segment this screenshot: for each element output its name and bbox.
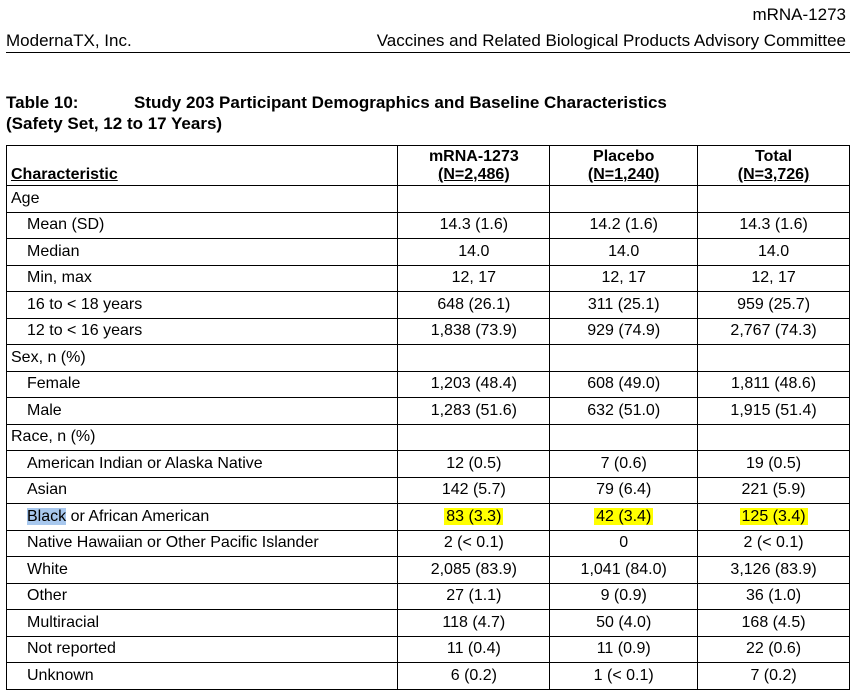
table-row xyxy=(7,663,850,690)
cell-total: 1,915 (51.4) xyxy=(698,398,850,425)
cell-placebo: 9 (0.9) xyxy=(550,583,698,610)
cell-placebo: 7 (0.6) xyxy=(550,451,698,478)
demographics-table xyxy=(6,145,850,690)
cell-mrna xyxy=(398,504,550,531)
row-label: White xyxy=(7,557,398,584)
cell-total: 14.0 xyxy=(698,239,850,266)
selected-text: Black xyxy=(27,507,67,525)
cell-total xyxy=(698,186,850,213)
cell-mrna: 648 (26.1) xyxy=(398,292,550,319)
row-label: Mean (SD) xyxy=(7,212,398,239)
table-row xyxy=(7,477,850,504)
cell-total: 1,811 (48.6) xyxy=(698,371,850,398)
header-company: ModernaTX, Inc. xyxy=(6,31,132,50)
table-title xyxy=(6,92,667,134)
cell-total xyxy=(698,345,850,372)
column-header-characteristic: Characteristic xyxy=(7,146,398,186)
cell-mrna: 1,203 (48.4) xyxy=(398,371,550,398)
row-label: Asian xyxy=(7,477,398,504)
section-label: Race, n (%) xyxy=(7,424,398,451)
row-label: 16 to < 18 years xyxy=(7,292,398,319)
cell-placebo: 0 xyxy=(550,530,698,557)
cell-mrna: 118 (4.7) xyxy=(398,610,550,637)
cell-total xyxy=(698,504,850,531)
section-label: Sex, n (%) xyxy=(7,345,398,372)
cell-total: 221 (5.9) xyxy=(698,477,850,504)
cell-total: 3,126 (83.9) xyxy=(698,557,850,584)
table-row xyxy=(7,451,850,478)
cell-total: 12, 17 xyxy=(698,265,850,292)
table-row xyxy=(7,583,850,610)
column-header-placebo-n: (N=1,240) xyxy=(587,166,660,183)
cell-total: 168 (4.5) xyxy=(698,610,850,637)
cell-placebo: 1,041 (84.0) xyxy=(550,557,698,584)
highlighted-value: 125 (3.4) xyxy=(741,507,806,525)
cell-total: 19 (0.5) xyxy=(698,451,850,478)
highlighted-value: 83 (3.3) xyxy=(446,507,502,525)
table-row xyxy=(7,239,850,266)
row-label: Black or African American xyxy=(7,504,398,531)
cell-total: 959 (25.7) xyxy=(698,292,850,319)
column-header-mrna-n: (N=2,486) xyxy=(438,166,510,183)
cell-placebo: 1 (< 0.1) xyxy=(550,663,698,690)
cell-total: 2 (< 0.1) xyxy=(698,530,850,557)
cell-mrna: 1,283 (51.6) xyxy=(398,398,550,425)
cell-mrna: 1,838 (73.9) xyxy=(398,318,550,345)
table-row xyxy=(7,398,850,425)
row-label: Multiracial xyxy=(7,610,398,637)
table-row xyxy=(7,530,850,557)
row-label: Other xyxy=(7,583,398,610)
header-rule xyxy=(6,52,850,53)
cell-mrna: 2 (< 0.1) xyxy=(398,530,550,557)
cell-mrna: 14.0 xyxy=(398,239,550,266)
column-header-total-n: (N=3,726) xyxy=(737,166,810,183)
cell-mrna: 14.3 (1.6) xyxy=(398,212,550,239)
cell-mrna: 12, 17 xyxy=(398,265,550,292)
section-row xyxy=(7,186,850,213)
cell-mrna xyxy=(398,345,550,372)
cell-mrna: 2,085 (83.9) xyxy=(398,557,550,584)
cell-placebo xyxy=(550,186,698,213)
cell-placebo xyxy=(550,504,698,531)
row-label: Native Hawaiian or Other Pacific Islander xyxy=(7,530,398,557)
cell-mrna: 11 (0.4) xyxy=(398,636,550,663)
row-label: Not reported xyxy=(7,636,398,663)
table-title-line2: (Safety Set, 12 to 17 Years) xyxy=(6,114,223,133)
row-label: Min, max xyxy=(7,265,398,292)
table-header-row xyxy=(7,146,850,186)
column-header-mrna-name: mRNA-1273 xyxy=(428,148,519,165)
table-row xyxy=(7,318,850,345)
cell-total: 14.3 (1.6) xyxy=(698,212,850,239)
cell-mrna: 142 (5.7) xyxy=(398,477,550,504)
cell-mrna xyxy=(398,186,550,213)
highlighted-value: 42 (3.4) xyxy=(596,507,652,525)
column-header-placebo-name: Placebo xyxy=(593,148,655,165)
table-row xyxy=(7,371,850,398)
cell-total: 22 (0.6) xyxy=(698,636,850,663)
cell-mrna: 12 (0.5) xyxy=(398,451,550,478)
cell-placebo: 929 (74.9) xyxy=(550,318,698,345)
cell-placebo: 632 (51.0) xyxy=(550,398,698,425)
header-committee: Vaccines and Related Biological Products Advisory Committee xyxy=(376,31,846,50)
cell-total: 7 (0.2) xyxy=(698,663,850,690)
cell-placebo: 608 (49.0) xyxy=(550,371,698,398)
section-label: Age xyxy=(7,186,398,213)
table-row xyxy=(7,504,850,531)
table-row xyxy=(7,636,850,663)
table-title-line1 xyxy=(6,92,667,113)
table-row xyxy=(7,292,850,319)
table-row xyxy=(7,557,850,584)
column-header-mrna xyxy=(398,146,550,186)
cell-mrna: 27 (1.1) xyxy=(398,583,550,610)
cell-total: 2,767 (74.3) xyxy=(698,318,850,345)
cell-placebo xyxy=(550,424,698,451)
table-body xyxy=(7,186,850,690)
row-label: American Indian or Alaska Native xyxy=(7,451,398,478)
column-header-placebo xyxy=(550,146,698,186)
row-label: Female xyxy=(7,371,398,398)
row-label: Unknown xyxy=(7,663,398,690)
column-header-total xyxy=(698,146,850,186)
row-label: Median xyxy=(7,239,398,266)
cell-placebo: 79 (6.4) xyxy=(550,477,698,504)
column-header-total-name: Total xyxy=(755,148,793,165)
table-number: Table 10: xyxy=(6,93,79,112)
cell-mrna: 6 (0.2) xyxy=(398,663,550,690)
table-row xyxy=(7,212,850,239)
cell-placebo: 311 (25.1) xyxy=(550,292,698,319)
cell-total: 36 (1.0) xyxy=(698,583,850,610)
table-title-text: Study 203 Participant Demographics and Baseline Characteristics xyxy=(134,93,667,112)
cell-placebo: 12, 17 xyxy=(550,265,698,292)
row-label: 12 to < 16 years xyxy=(7,318,398,345)
cell-mrna xyxy=(398,424,550,451)
row-label: Male xyxy=(7,398,398,425)
cell-total xyxy=(698,424,850,451)
cell-placebo: 14.2 (1.6) xyxy=(550,212,698,239)
header-product: mRNA-1273 xyxy=(752,5,846,24)
table-row xyxy=(7,610,850,637)
section-row xyxy=(7,424,850,451)
cell-placebo: 50 (4.0) xyxy=(550,610,698,637)
cell-placebo: 14.0 xyxy=(550,239,698,266)
table-row xyxy=(7,265,850,292)
cell-placebo xyxy=(550,345,698,372)
section-row xyxy=(7,345,850,372)
cell-placebo: 11 (0.9) xyxy=(550,636,698,663)
